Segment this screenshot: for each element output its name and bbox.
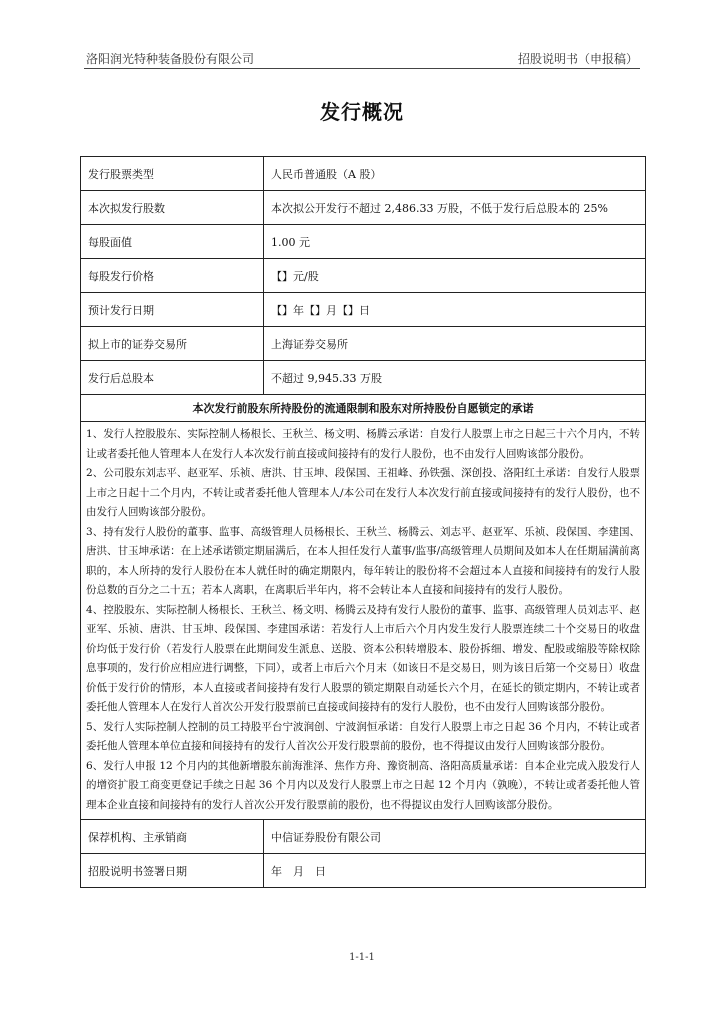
commitment-paragraph: 3、持有发行人股份的董事、监事、高级管理人员杨根长、王秋兰、杨腾云、刘志平、赵亚军、乐祯、段保国、李建国、唐洪、甘玉坤承诺：在上述承诺锁定期届满后，在本人担任发行人董事/监事/高级管理人员期间及如本人在任期届满前离职的，本人所持的发行人股份在本人就任时的确定期限内，每年转让的股份将不会超过本人直接和间接持有的发行人股份总数的百分之二十五；若本人离职，在离职后半年内，将不会转让本人直接和间接持有的发行人股份。 — [86, 525, 640, 596]
offering-overview-table — [80, 156, 646, 888]
row-value: 【】元/股 — [264, 259, 646, 293]
table-row — [81, 820, 646, 854]
row-label: 每股发行价格 — [81, 259, 264, 293]
lockup-heading: 本次发行前股东所持股份的流通限制和股东对所持股份自愿锁定的承诺 — [81, 395, 646, 422]
row-label: 发行后总股本 — [81, 361, 264, 395]
commitment-paragraph: 4、控股股东、实际控制人杨根长、王秋兰、杨文明、杨腾云及持有发行人股份的董事、监事、高级管理人员刘志平、赵亚军、乐祯、唐洪、甘玉坤、段保国、李建国承诺：若发行人上市后六个月内发生发行人股票连续二十个交易日的收盘价均低于发行价（若发行人股票在此期间发生派息、送股、资本公积转增股本、股份拆细、增发、配股或缩股等除权除息事项的，发行价应相应进行调整，下同），或者上市后六个月末（如该日不是交易日，则为该日后第一个交易日）收盘价低于发行价的情形，本人直接或者间接持有发行人股票的锁定期限自动延长六个月，在延长的锁定期内，不转让或者委托他人管理本人在发行人首次公开发行股票前已直接或间接持有的发行人股份，也不由发行人回购该部分股份。 — [86, 603, 640, 713]
row-value: 【】年【】月【】日 — [264, 293, 646, 327]
row-label: 本次拟发行股数 — [81, 191, 264, 225]
row-label: 拟上市的证券交易所 — [81, 327, 264, 361]
commitment-paragraph: 2、公司股东刘志平、赵亚军、乐祯、唐洪、甘玉坤、段保国、王祖峰、孙铁强、深创投、洛阳红土承诺：自发行人股票上市之日起十二个月内，不转让或者委托他人管理本人/本公司在发行人本次发行前直接或间接持有的发行人股份，也不由发行人回购该部分股份。 — [86, 467, 640, 518]
header-document-title: 招股说明书（申报稿） — [517, 52, 638, 66]
row-label: 保荐机构、主承销商 — [81, 820, 264, 854]
row-label: 每股面值 — [81, 225, 264, 259]
lockup-commitments — [81, 422, 646, 820]
row-value: 1.00 元 — [264, 225, 646, 259]
row-value: 本次拟公开发行不超过 2,486.33 万股，不低于发行后总股本的 25% — [264, 191, 646, 225]
row-label: 预计发行日期 — [81, 293, 264, 327]
row-label: 招股说明书签署日期 — [81, 854, 264, 888]
table-row — [81, 157, 646, 191]
table-row — [81, 361, 646, 395]
header-company: 洛阳润光特种装备股份有限公司 — [86, 52, 255, 66]
table-row — [81, 191, 646, 225]
row-value: 中信证券股份有限公司 — [264, 820, 646, 854]
table-row — [81, 293, 646, 327]
row-value: 年 月 日 — [264, 854, 646, 888]
commitment-paragraph: 6、发行人申报 12 个月内的其他新增股东前海淮泽、焦作方舟、豫资制高、洛阳高质量承诺：自本企业完成入股发行人的增资扩股工商变更登记手续之日起 36 个月内以及发行人股票上市之日起 12 个月内（孰晚），不转让或者委托他人管理本企业直接和间接持有的发行人首次公开发行股票前的股份，也不得提议由发行人回购该部分股份。 — [86, 759, 640, 811]
table-row — [81, 422, 646, 820]
commitment-paragraph: 1、发行人控股股东、实际控制人杨根长、王秋兰、杨文明、杨腾云承诺：自发行人股票上市之日起三十六个月内，不转让或者委托他人管理本人在发行人本次发行前直接或间接持有的发行人股份，也不由发行人回购该部分股份。 — [86, 428, 640, 460]
table-section-heading-row — [81, 395, 646, 422]
table-row — [81, 854, 646, 888]
page-number: 1-1-1 — [349, 952, 375, 963]
page-title: 发行概况 — [320, 100, 404, 124]
table-row — [81, 259, 646, 293]
row-value: 上海证券交易所 — [264, 327, 646, 361]
row-label: 发行股票类型 — [81, 157, 264, 191]
header-rule — [84, 68, 640, 69]
commitment-paragraph: 5、发行人实际控制人控制的员工持股平台宁波润创、宁波润恒承诺：自发行人股票上市之日起 36 个月内，不转让或者委托他人管理本单位直接和间接持有的发行人首次公开发行股票前的股份，也不得提议由发行人回购该部分股份。 — [86, 720, 640, 752]
row-value: 不超过 9,945.33 万股 — [264, 361, 646, 395]
page-header — [86, 50, 638, 67]
table-row — [81, 327, 646, 361]
row-value: 人民币普通股（A 股） — [264, 157, 646, 191]
table-row — [81, 225, 646, 259]
